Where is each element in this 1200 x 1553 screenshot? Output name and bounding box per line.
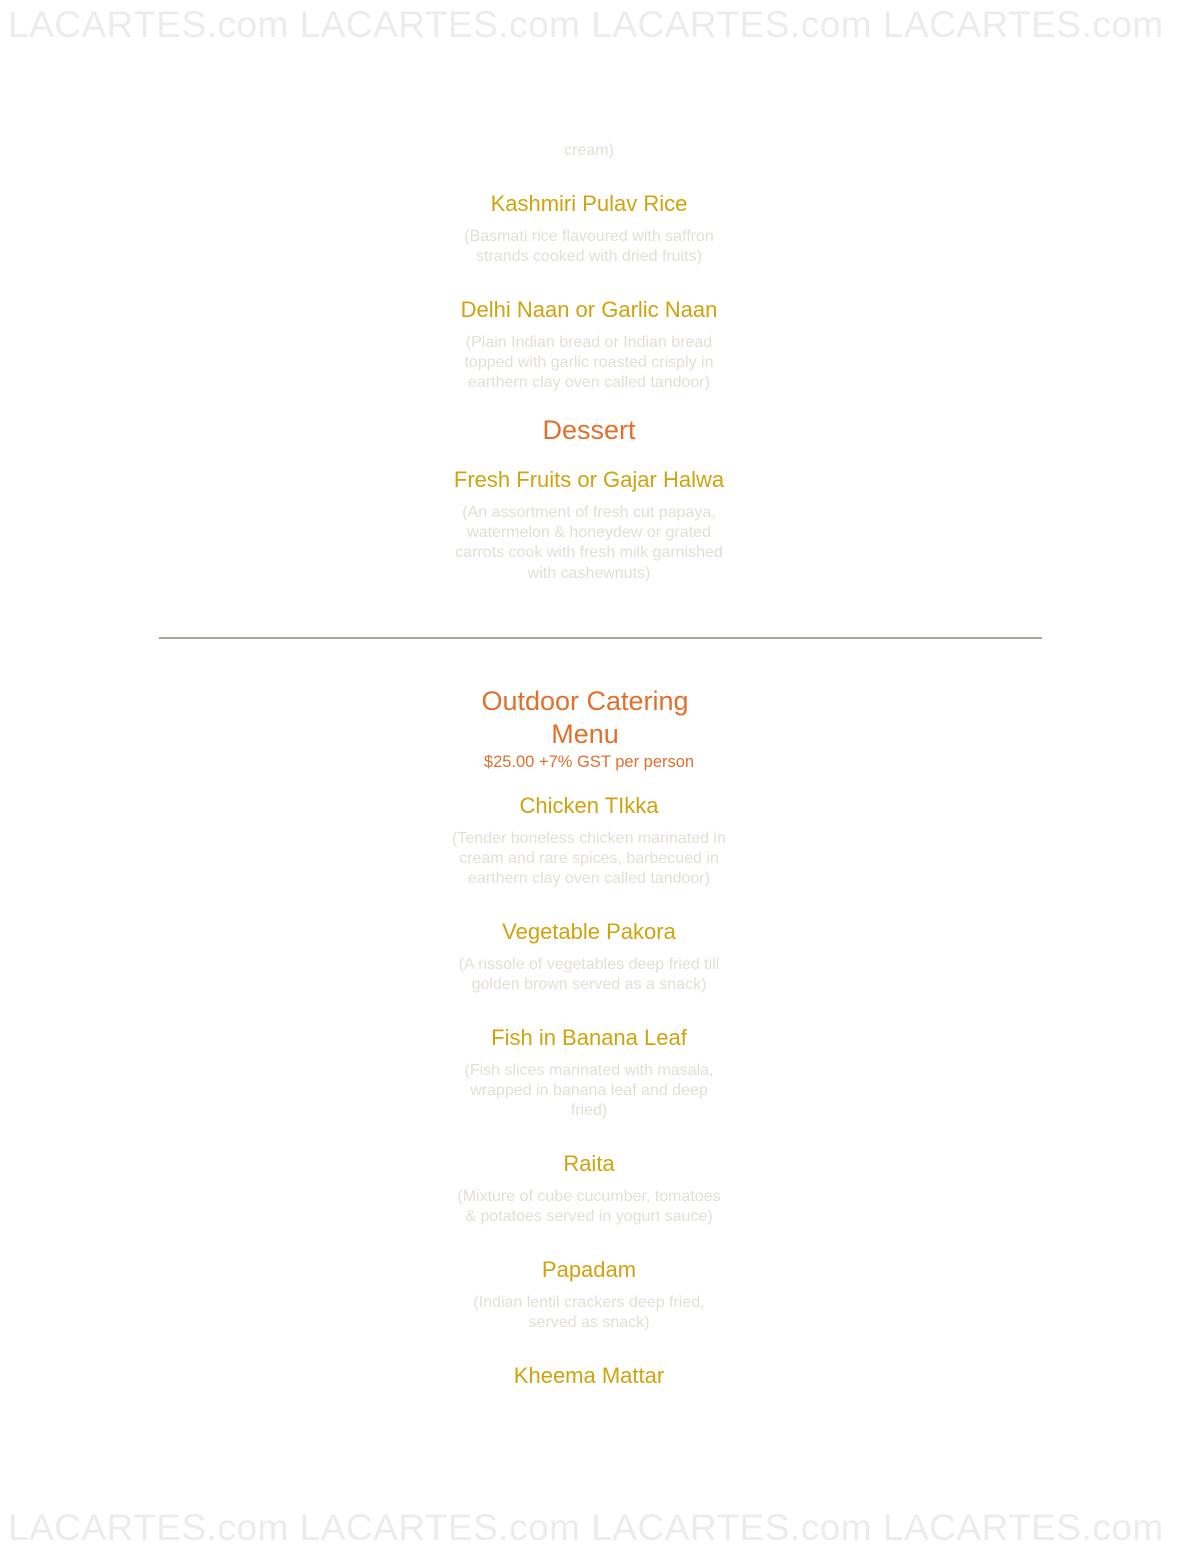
watermark-top: LACARTES.com LACARTES.com LACARTES.com LACARTES.com xyxy=(8,4,1164,45)
description-line: fried) xyxy=(570,1102,608,1120)
description-line: with cashewnuts) xyxy=(527,564,651,582)
description-line: golden brown served as a snack) xyxy=(471,976,707,994)
section-heading-outdoor-catering xyxy=(386,685,784,751)
description-line: (Plain Indian bread or Indian bread xyxy=(465,334,713,351)
description-line: (A rissole of vegetables deep fried till xyxy=(458,956,720,973)
description-line: carrots cook with fresh milk garnished xyxy=(455,544,723,562)
description-line: (Indian lentil crackers deep fried, xyxy=(473,1294,705,1311)
description-line: wrapped in banana leaf and deep xyxy=(470,1082,708,1100)
menu-item xyxy=(390,793,788,890)
description-line: (Fish slices marinated with masala, xyxy=(464,1062,714,1079)
menu-item-description xyxy=(390,503,788,584)
section-heading-dessert: Dessert xyxy=(542,415,636,445)
menu-item-title: Kheema Mattar xyxy=(513,1363,665,1388)
menu-item-title: Chicken TIkka xyxy=(519,793,659,818)
description-line: (Mixture of cube cucumber, tomatoes xyxy=(457,1188,721,1205)
description-line: watermelon & honeydew or grated xyxy=(467,524,711,542)
menu-item-description xyxy=(390,1187,788,1227)
menu-item-title: Kashmiri Pulav Rice xyxy=(490,191,688,216)
menu-item xyxy=(390,919,788,995)
menu-item-title: Fish in Banana Leaf xyxy=(491,1025,687,1050)
menu-item xyxy=(390,297,788,394)
menu-item xyxy=(390,1151,788,1227)
menu-item-title: Delhi Naan or Garlic Naan xyxy=(460,297,718,322)
heading-line: Outdoor Catering xyxy=(481,686,689,716)
description-line: (An assortment of fresh cut papaya, xyxy=(462,504,716,521)
description-line: & potatoes served in yogurt sauce) xyxy=(465,1208,713,1226)
menu-item-description xyxy=(390,1293,788,1333)
menu-item xyxy=(390,1363,788,1389)
description-fragment: cream) xyxy=(564,142,614,159)
description-line: cream and rare spices, barbecued in xyxy=(459,850,719,868)
description-line: earthern clay oven called tandoor) xyxy=(468,870,710,888)
menu-item-description xyxy=(390,1061,788,1122)
menu-item xyxy=(390,1025,788,1122)
price-per-person: $25.00 +7% GST per person xyxy=(483,753,695,771)
watermark-bottom: LACARTES.com LACARTES.com LACARTES.com LACARTES.com xyxy=(8,1507,1164,1548)
description-line: (Basmati rice flavoured with saffron xyxy=(464,228,714,245)
heading-line: Menu xyxy=(551,719,619,749)
description-line: strands cooked with dried fruits) xyxy=(476,248,702,266)
description-line: (Tender boneless chicken marinated in xyxy=(452,830,726,847)
menu-item-description xyxy=(390,829,788,890)
menu-item xyxy=(390,467,788,584)
description-line: served as snack) xyxy=(528,1314,650,1332)
menu-item-title: Raita xyxy=(563,1151,615,1176)
section-divider xyxy=(159,637,1042,639)
menu-item xyxy=(390,191,788,267)
menu-item-title: Vegetable Pakora xyxy=(502,919,676,944)
menu-item-description xyxy=(390,955,788,995)
menu-item xyxy=(390,1257,788,1333)
menu-item-description xyxy=(390,227,788,267)
menu-item-description xyxy=(390,333,788,394)
menu-item-title: Papadam xyxy=(541,1257,637,1282)
menu-item-title: Fresh Fruits or Gajar Halwa xyxy=(453,467,725,492)
description-line: topped with garlic roasted crisply in xyxy=(464,354,714,372)
description-line: earthern clay oven called tandoor) xyxy=(468,374,710,392)
